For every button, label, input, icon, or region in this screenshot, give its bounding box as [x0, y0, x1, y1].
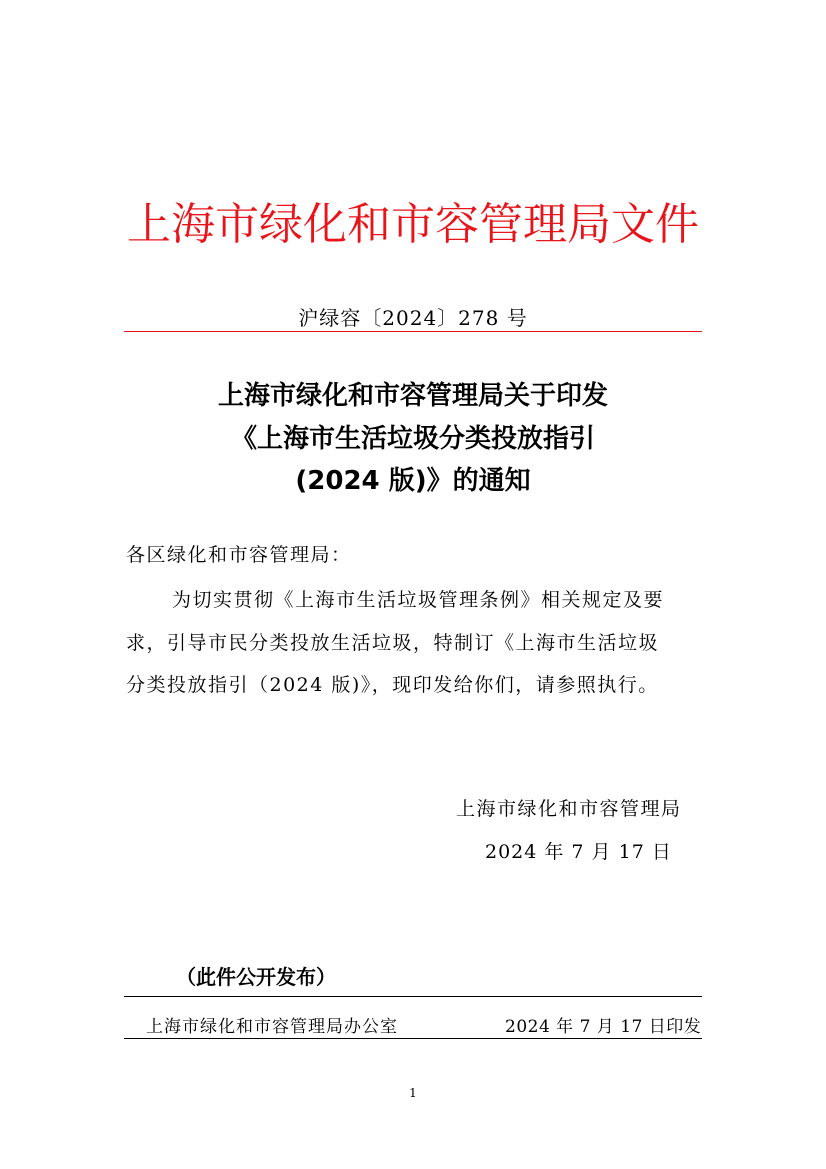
salutation: 各区绿化和市容管理局： [126, 544, 352, 566]
body-paragraph-line-1: 为切实贯彻《上海市生活垃圾管理条例》相关规定及要 [172, 589, 665, 611]
body-paragraph-line-2: 求，引导市民分类投放生活垃圾，特制订《上海市生活垃圾 [126, 632, 660, 654]
notice-title-line-2: 《上海市生活垃圾分类投放指引 [230, 424, 595, 454]
notice-title-line-3: (2024 版)》的通知 [295, 466, 531, 496]
footer-office: 上海市绿化和市容管理局办公室 [146, 1017, 398, 1037]
footer-top-rule [124, 996, 702, 997]
document-number: 沪绿容〔2024〕278 号 [298, 306, 528, 330]
header-red-divider [124, 331, 702, 332]
footer-bottom-rule [124, 1038, 702, 1039]
disclosure-note: （此件公开发布） [176, 965, 336, 989]
footer-print-date: 2024 年 7 月 17 日印发 [505, 1017, 702, 1037]
notice-title-line-1: 上海市绿化和市容管理局关于印发 [217, 381, 608, 411]
signature-date: 2024 年 7 月 17 日 [485, 841, 672, 863]
signature-organization: 上海市绿化和市容管理局 [456, 798, 682, 820]
issuer-title: 上海市绿化和市容管理局文件 [127, 199, 699, 250]
body-paragraph-line-3: 分类投放指引（2024 版)》，现印发给你们，请参照执行。 [126, 674, 659, 696]
page-number: 1 [409, 1086, 417, 1100]
